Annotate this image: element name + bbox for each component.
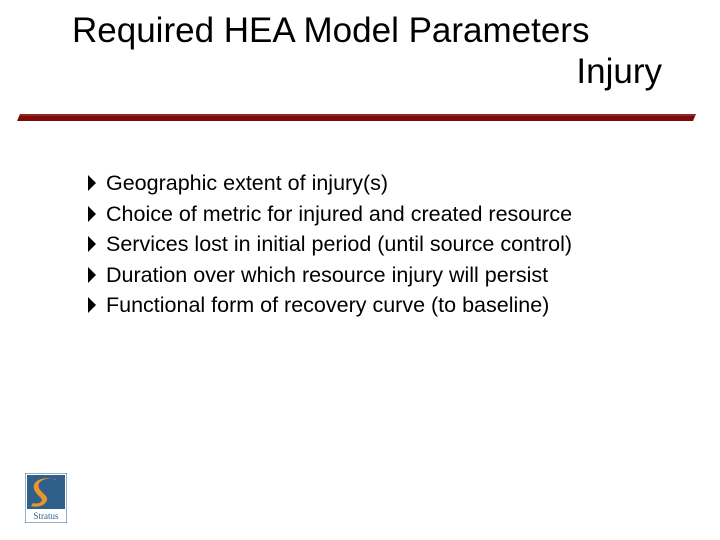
title-line-2: Injury	[576, 52, 662, 91]
bullet-text: Functional form of recovery curve (to baseline)	[106, 293, 550, 317]
bullet-item	[88, 201, 698, 228]
bullet-item	[88, 262, 698, 289]
bullet-arrow-icon	[88, 297, 96, 313]
title-line-1: Required HEA Model Parameters	[72, 11, 590, 50]
stratus-logo	[25, 473, 67, 523]
bullet-item	[88, 231, 698, 258]
bullet-item	[88, 170, 698, 197]
bullet-text: Geographic extent of injury(s)	[106, 171, 389, 195]
bullet-arrow-icon	[88, 236, 96, 252]
slide-title	[40, 10, 662, 92]
bullet-text: Duration over which resource injury will persist	[106, 262, 549, 287]
bullet-list	[88, 170, 698, 323]
bullet-text: Services lost in initial period (until source control)	[106, 232, 573, 256]
bullet-arrow-icon	[88, 267, 96, 283]
bullet-item	[88, 292, 698, 319]
bullet-text: Choice of metric for injured and created resource	[106, 201, 573, 226]
bullet-arrow-icon	[88, 175, 96, 191]
logo-text: Stratus	[33, 511, 59, 521]
title-divider	[15, 110, 700, 124]
bullet-arrow-icon	[88, 206, 96, 222]
